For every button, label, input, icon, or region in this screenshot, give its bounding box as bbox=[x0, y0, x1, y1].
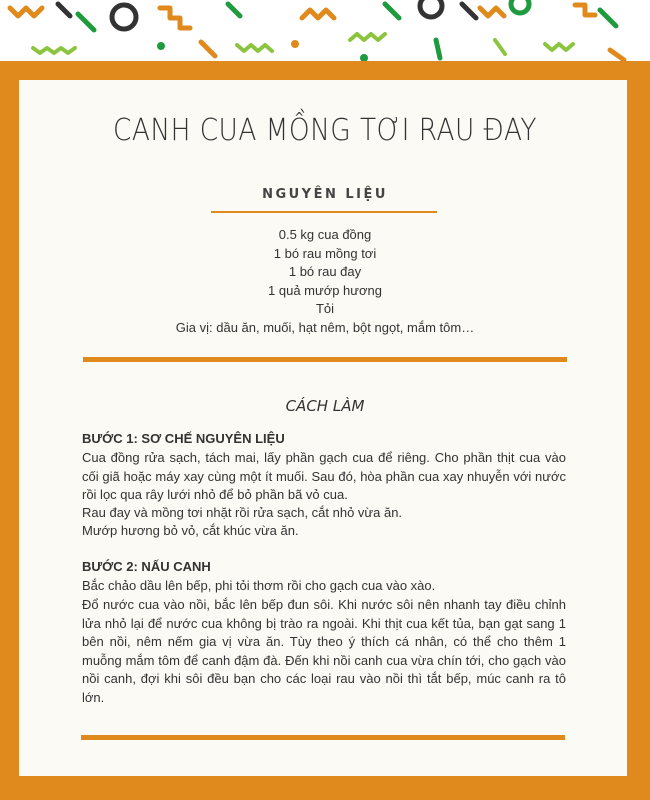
circle-shape bbox=[511, 0, 529, 13]
ingredients-divider bbox=[211, 211, 437, 213]
ingredient-item: 1 bó rau đay bbox=[288, 264, 362, 279]
ingredient-item: 1 quả mướp hương bbox=[268, 282, 382, 298]
circle-shape bbox=[157, 42, 165, 50]
dash-shape bbox=[495, 40, 505, 54]
method-heading: CÁCH LÀM bbox=[285, 397, 365, 415]
dash-shape bbox=[600, 10, 616, 26]
step1-paragraph: Rau đay và mồng tơi nhặt rồi rửa sạch, cắt nhỏ vừa ăn. bbox=[82, 505, 403, 520]
zigzag-shape bbox=[545, 44, 573, 50]
zigzag-shape bbox=[480, 8, 504, 16]
zigzag-shape bbox=[160, 8, 190, 28]
dash-shape bbox=[462, 4, 476, 18]
step2-title: BƯỚC 2: NẤU CANH bbox=[82, 559, 211, 574]
dash-shape bbox=[228, 4, 240, 16]
bottom-divider bbox=[81, 735, 565, 740]
zigzag-shape bbox=[237, 45, 272, 51]
circle-shape bbox=[291, 40, 299, 48]
dash-shape bbox=[78, 14, 94, 30]
step2-paragraph: Đổ nước cua vào nồi, bắc lên bếp đun sôi. Khi nước sôi nên nhanh tay điều chỉnh lửa nhỏ lại để nước cua không bị trào ra ngoài. Khi thịt cua kết tủa, bạn gạt sang 1 bên nồi, nêm nếm gia vị vừa ăn. Tùy theo ý thích cá nhân, có thể cho thêm 1 muỗng mắm tôm để canh đậm đà. Đến khi nồi canh cua vừa chín tới, cho gạch vào nồi canh, đợi khi sôi đều bạn cho các loại rau vào nồi thì tắt bếp, múc canh ra tô lớn. bbox=[82, 597, 566, 705]
ingredient-item: Gia vị: dầu ăn, muối, hạt nêm, bột ngọt, mắm tôm… bbox=[175, 319, 475, 335]
circle-shape bbox=[112, 5, 136, 29]
step1-title: BƯỚC 1: SƠ CHẾ NGUYÊN LIỆU bbox=[82, 431, 285, 446]
ingredient-item: 1 bó rau mồng tơi bbox=[273, 245, 377, 261]
zigzag-shape bbox=[10, 8, 42, 16]
dash-shape bbox=[385, 4, 399, 18]
dash-shape bbox=[58, 4, 70, 16]
dash-shape bbox=[436, 40, 440, 58]
step2-paragraph: Bắc chảo dầu lên bếp, phi tỏi thơm rồi cho gạch cua vào xào. bbox=[82, 578, 436, 593]
zigzag-shape bbox=[33, 48, 75, 53]
zigzag-shape bbox=[575, 5, 595, 15]
ingredients-list bbox=[0, 226, 650, 337]
section-divider bbox=[83, 357, 567, 362]
zigzag-shape bbox=[350, 34, 385, 40]
zigzag-shape bbox=[302, 10, 334, 18]
circle-shape bbox=[420, 0, 442, 17]
recipe-title: CANH CUA MỒNG TƠI RAU ĐAY bbox=[113, 113, 537, 148]
ingredient-item: Tỏi bbox=[315, 301, 335, 316]
dash-shape bbox=[610, 50, 624, 60]
ingredient-item: 0.5 kg cua đồng bbox=[278, 227, 372, 242]
step1-paragraph: Cua đồng rửa sạch, tách mai, lấy phần gạch cua để riêng. Cho phần thịt cua vào cối giã hoặc máy xay cùng một ít muối. Sau đó, hòa phần cua xay nhuyễn với nước rồi lọc qua rây lưới nhỏ để bỏ phần bã vỏ cua. bbox=[82, 450, 566, 502]
step1-paragraph: Mướp hương bỏ vỏ, cắt khúc vừa ăn. bbox=[82, 523, 299, 538]
dash-shape bbox=[201, 42, 215, 56]
ingredients-heading: NGUYÊN LIỆU bbox=[262, 187, 388, 202]
